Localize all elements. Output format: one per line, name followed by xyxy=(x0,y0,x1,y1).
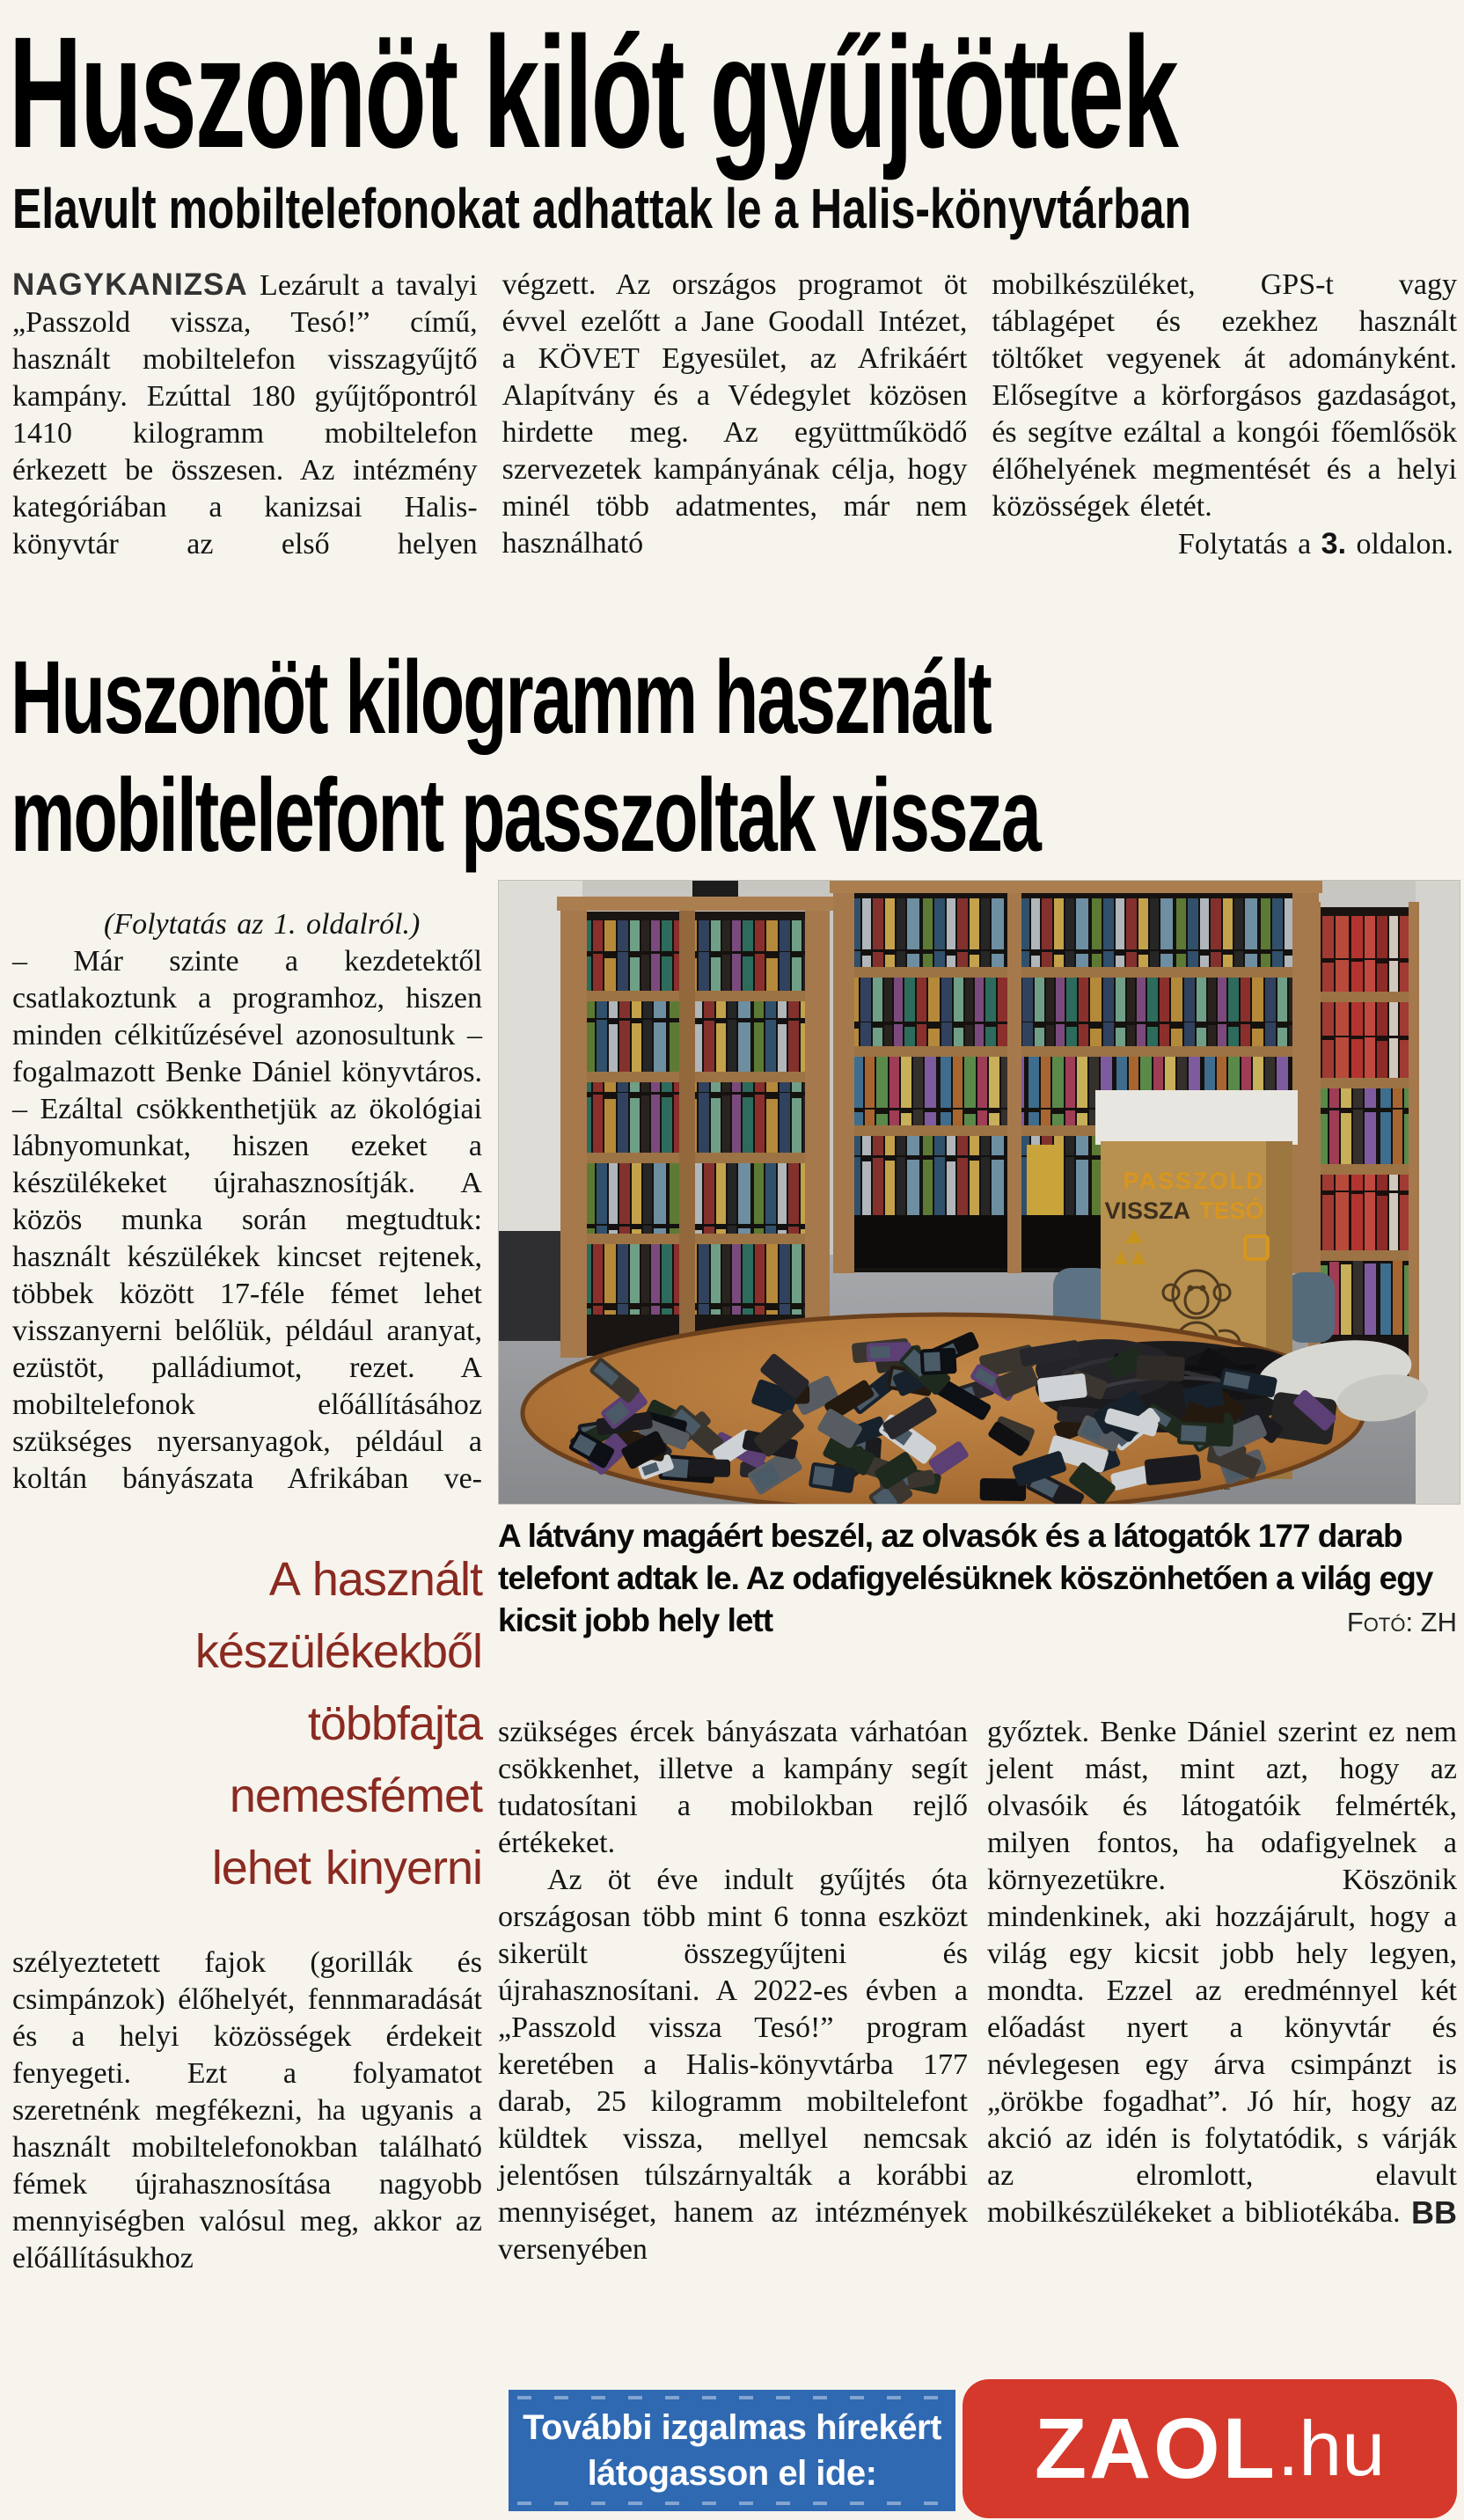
dark-cabinet xyxy=(499,1231,560,1341)
promo-banner-line2: látogasson el ide: xyxy=(587,2454,877,2493)
photo-credit: Fotó: ZH xyxy=(1346,1607,1457,1637)
article-right-column xyxy=(987,1714,1457,2231)
promo-banner xyxy=(509,2390,955,2511)
continued-from-note: (Folytatás az 1. oldalról.) xyxy=(104,908,421,941)
teaser-column-1 xyxy=(12,267,478,563)
author-initials: BB xyxy=(1411,2194,1457,2231)
article-paragraph: – Ezáltal csökkenthetjük az ökológiai lábnyomunkat, hiszen ezeket a készülékeket újrahasznosítják. A közös munka során megtudtuk: használt készülékek kincset rejtenek, többek között 17-féle fémet lehet visszanyerni belőlük, például aranyat, ezüstöt, palládiumot, rezet. A mobiltelefonok előállításához szükséges nyersanyagok, például a koltán bányászata Afrikában ve- xyxy=(12,1093,482,1495)
continuation-page-number: 3. xyxy=(1321,527,1347,560)
teaser-column-3 xyxy=(992,267,1457,563)
article-paragraph: – Már szinte a kezdetektől csatlakoztunk a programhoz, hiszen minden célkitűzésével azonosultunk – fogalmazott Benke Dániel könyvtáros. xyxy=(12,945,482,1088)
zaol-logo xyxy=(963,2379,1457,2518)
zaol-logo-suffix: .hu xyxy=(1277,2405,1386,2492)
article-middle-column xyxy=(498,1714,968,2268)
dateline: NAGYKANIZSA xyxy=(12,267,248,302)
article-paragraph: szélyeztetett fajok (gorillák és csimpánzok) élőhelyét, fennmaradását és a helyi közösségek érdekeit fenyegeti. Ezt a folyamatot szeretnénk megfékezni, ha ugyanis a használt mobiltelefonokban található fémek újrahasznosítása nagyobb mennyiségben valósul meg, akkor az előállításukhoz xyxy=(12,1946,482,2275)
teaser-column-3-text: mobilkészüléket, GPS-t vagy táblagépet és ezekhez használt töltőket vegyenek át adományként. Elősegítve a körforgásos gazdaságot, és segítve ezáltal a kongói főemlősök élőhelyének megmentését és a helyi közösségek életét. xyxy=(992,268,1458,523)
promo-banner-line1: További izgalmas hírekért xyxy=(523,2408,941,2447)
pull-quote: A használt készülékekből többfajta nemesfémet lehet kinyerni xyxy=(194,1553,482,1894)
teaser-columns xyxy=(12,267,1457,563)
zaol-logo-main: ZAOL xyxy=(1034,2400,1277,2496)
article-paragraph: győztek. Benke Dániel szerint ez nem jelent mást, mint azt, hogy az olvasóik és látogatóik felmérték, milyen fontos, ha odafigyelnek a környezetükre. Köszönik mindenkinek, aki hozzájárult, hogy a világ egy kicsit jobb hely legyen, mondta. Ezzel az eredménnyel két előadást nyert a könyvtár és névlegesen egy árva csimpánzt is „örökbe fogadhat”. Jó hír, hogy az akció az idén is folytatódik, s várják az elromlott, elavult mobilkészülékeket a bibliotékába. xyxy=(987,1716,1457,2229)
article-left-column xyxy=(12,906,482,2277)
article-headline-line1: Huszonöt kilogramm használt xyxy=(11,640,991,756)
bookshelf-left xyxy=(557,897,833,1358)
library-photo xyxy=(498,880,1460,1505)
sub-headline: Elavult mobiltelefonokat adhattak le a Halis-könyvtárban xyxy=(12,177,1191,240)
main-headline: Huszonöt kilót gyűjtöttek xyxy=(9,4,1177,181)
article-headline xyxy=(11,639,1464,875)
article-paragraph: Az öt éve indult gyűjtés óta országosan több mint 6 tonna eszközt sikerült összegyűjteni és újrahasznosítani. A 2022-es évben a „Passzold vissza Tesó!” program keretében a Halis-könyvtárba 177 darab, 25 kilogramm mobiltelefont küldtek vissza, mellyel nemcsak jelentősen túlszárnyalták a korábbi mennyiséget, hanem az intézmények versenyében xyxy=(498,1864,968,2266)
svg-text:PASSZOLD: PASSZOLD xyxy=(1123,1168,1265,1194)
photo-caption: A látvány magáért beszél, az olvasók és a látogatók 177 darab telefont adtak le. Az odafigyelésüknek köszönhetően a világ egy kicsit jobb hely lett Fotó: ZH xyxy=(498,1515,1459,1647)
teaser-column-2: végzett. Az országos programot öt évvel ezelőtt a Jane Goodall Intézet, a KÖVET Egyesület, az Afrikáért Alapítvány és a Védegylet közösen hirdette meg. Az együttműködő szervezetek kampányának célja, hogy minél több adatmentes, már nem használható xyxy=(501,268,968,560)
chair-right xyxy=(1286,1272,1335,1343)
article-paragraph: szükséges ércek bányászata várhatóan csökkenhet, illetve a kampány segít tudatosítani a mobilokban rejlő értékeket. xyxy=(498,1716,968,1859)
teaser-column-1-text: Lezárult a tavalyi „Passzold vissza, Tesó!” című, használt mobiltelefon visszagyűjtő kampány. Ezúttal 180 gyűjtőpontról 1410 kilogramm mobiltelefon érkezett be összesen. Az intézmény kategóriában a kanizsai Halis-könyvtár az első helyen xyxy=(12,269,478,560)
svg-text:TESÓ: TESÓ xyxy=(1199,1198,1264,1224)
svg-text:VISSZA: VISSZA xyxy=(1104,1198,1190,1224)
continuation-note: Folytatás a 3. oldalon. xyxy=(1177,527,1454,560)
article-headline-line2: mobiltelefont passzoltak vissza xyxy=(11,758,1040,874)
pillar xyxy=(1416,881,1460,1504)
ceiling-mark xyxy=(692,881,738,898)
